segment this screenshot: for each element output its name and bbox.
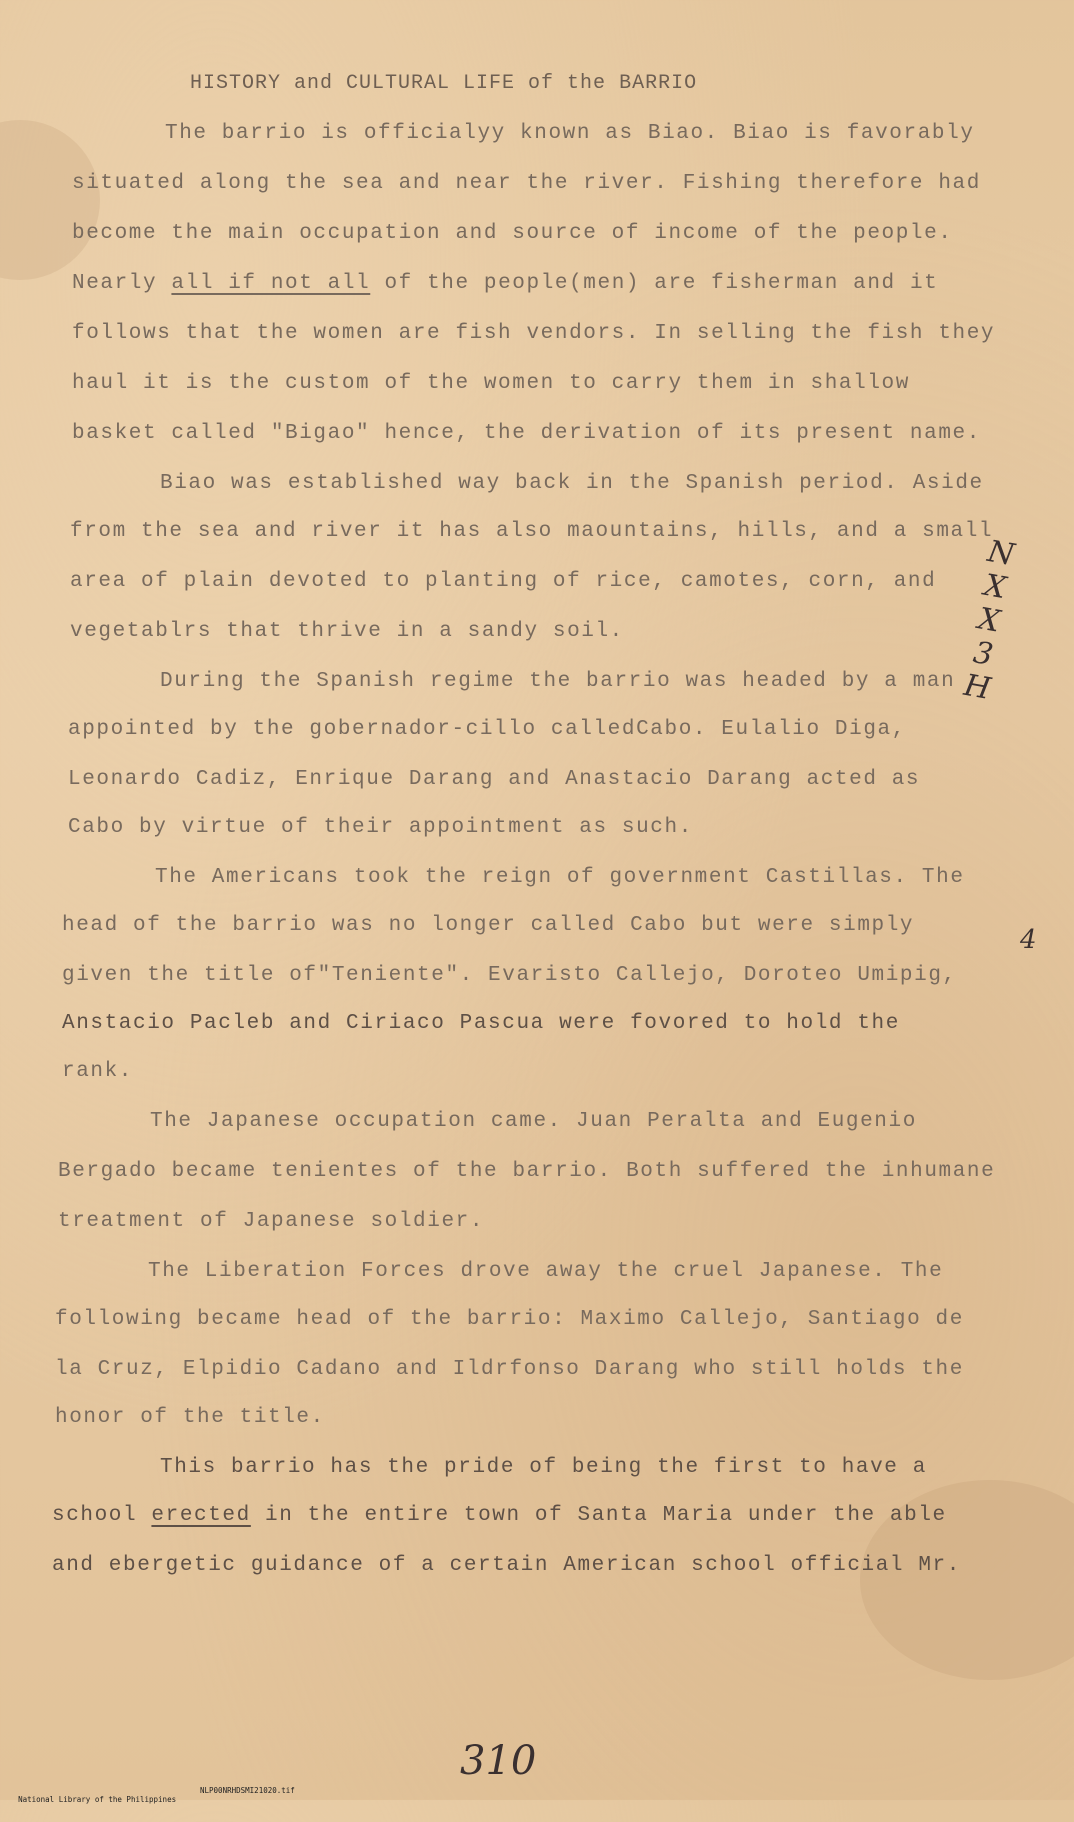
- text-line: school erected in the entire town of Santa Maria under the able: [52, 1504, 947, 1527]
- text-line: from the sea and river it has also maountains, hills, and a small: [70, 520, 994, 543]
- text-line: situated along the sea and near the river. Fishing therefore had: [72, 172, 981, 195]
- underlined-phrase: erected: [151, 1504, 251, 1527]
- text-line: Leonardo Cadiz, Enrique Darang and Anastacio Darang acted as: [68, 768, 921, 791]
- text-line: The Liberation Forces drove away the cruel Japanese. The: [148, 1260, 944, 1283]
- text-line: la Cruz, Elpidio Cadano and Ildrfonso Darang who still holds the: [55, 1358, 964, 1381]
- text-line: head of the barrio was no longer called Cabo but were simply: [62, 914, 915, 937]
- text-line: vegetablrs that thrive in a sandy soil.: [70, 620, 624, 643]
- library-name: National Library of the Philippines: [18, 1795, 177, 1804]
- text-line: Nearly all if not all of the people(men) are fisherman and it: [72, 272, 939, 295]
- text-line: become the main occupation and source of income of the people.: [72, 222, 953, 245]
- text-line: and ebergetic guidance of a certain American school official Mr.: [52, 1554, 961, 1577]
- text-line: The Japanese occupation came. Juan Peralta and Eugenio: [150, 1110, 917, 1133]
- text-line: honor of the title.: [55, 1406, 325, 1429]
- text-line: Bergado became tenientes of the barrio. Both suffered the inhumane: [58, 1160, 996, 1183]
- text-line: The barrio is officialyy known as Biao. Biao is favorably: [165, 122, 975, 145]
- underlined-phrase: all if not all: [171, 272, 371, 295]
- text-line: rank.: [62, 1060, 134, 1083]
- file-id: NLP00NRHDSMI21020.tif: [200, 1786, 295, 1795]
- handwritten-side-note: N X X 3 H: [961, 534, 1017, 707]
- text-line: During the Spanish regime the barrio was headed by a man: [160, 670, 956, 693]
- paper-stain: [0, 120, 100, 280]
- document-title: HISTORY and CULTURAL LIFE of the BARRIO: [190, 72, 698, 95]
- text-line: appointed by the gobernador-cillo calledCabo. Eulalio Diga,: [68, 718, 906, 741]
- handwritten-margin-mark: 4: [1020, 925, 1037, 955]
- text-line: given the title of"Teniente". Evaristo Callejo, Doroteo Umipig,: [62, 964, 957, 987]
- text-line: Cabo by virtue of their appointment as such.: [68, 816, 693, 839]
- text-line: follows that the women are fish vendors. In selling the fish they: [72, 322, 996, 345]
- text-line: This barrio has the pride of being the first to have a: [160, 1456, 927, 1479]
- text-line: following became head of the barrio: Maximo Callejo, Santiago de: [55, 1308, 964, 1331]
- text-line: The Americans took the reign of government Castillas. The: [155, 866, 965, 889]
- text-line: basket called "Bigao" hence, the derivation of its present name.: [72, 422, 981, 445]
- text-line: area of plain devoted to planting of rice, camotes, corn, and: [70, 570, 937, 593]
- text-line: Anstacio Pacleb and Ciriaco Pascua were fovored to hold the: [62, 1012, 900, 1035]
- text-line: Biao was established way back in the Spanish period. Aside: [160, 472, 984, 495]
- text-line: haul it is the custom of the women to carry them in shallow: [72, 372, 910, 395]
- handwritten-page-number: 310: [460, 1738, 537, 1784]
- text-line: treatment of Japanese soldier.: [58, 1210, 485, 1233]
- scan-footer: [0, 1786, 295, 1822]
